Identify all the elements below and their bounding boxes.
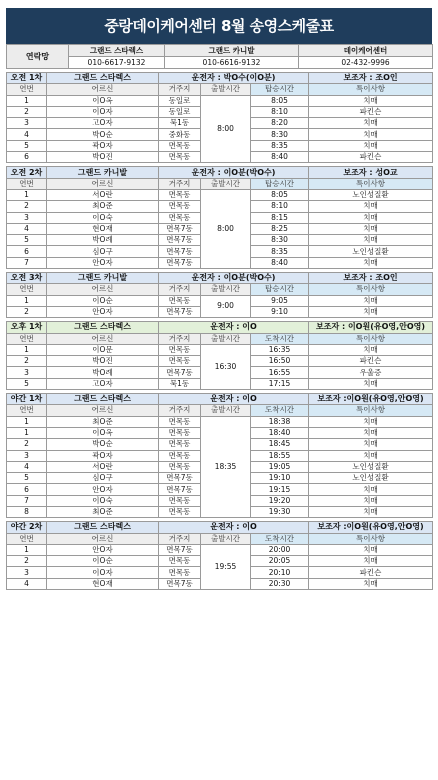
special-note: 파킨슨 xyxy=(309,567,433,578)
column-header: 특이사항 xyxy=(309,533,433,544)
row-number: 4 xyxy=(7,223,47,234)
special-note: 치매 xyxy=(309,295,433,306)
senior-name: 곽O자 xyxy=(47,450,159,461)
contact-name: 그랜드 카니발 xyxy=(165,45,299,57)
boarding-time: 19:30 xyxy=(251,506,309,517)
row-number: 2 xyxy=(7,439,47,450)
senior-name: 안O자 xyxy=(47,257,159,268)
boarding-time: 8:35 xyxy=(251,246,309,257)
column-header: 연번 xyxy=(7,284,47,295)
row-number: 2 xyxy=(7,106,47,117)
row-number: 6 xyxy=(7,246,47,257)
column-header: 도착시간 xyxy=(251,405,309,416)
residence: 면목7동 xyxy=(159,257,201,268)
boarding-time: 8:15 xyxy=(251,212,309,223)
section-driver: 운전자 : 이O분(박O수) xyxy=(159,167,309,178)
contact-table xyxy=(6,44,433,69)
boarding-time: 18:38 xyxy=(251,416,309,427)
column-header: 특이사항 xyxy=(309,178,433,189)
column-header: 출발시간 xyxy=(201,84,251,95)
residence: 동일로 xyxy=(159,106,201,117)
special-note: 치매 xyxy=(309,439,433,450)
residence: 면목동 xyxy=(159,495,201,506)
residence: 면목7동 xyxy=(159,223,201,234)
row-number: 3 xyxy=(7,567,47,578)
residence: 묵1동 xyxy=(159,118,201,129)
column-header: 연번 xyxy=(7,84,47,95)
schedule-section-table xyxy=(6,321,433,390)
table-row xyxy=(7,344,433,355)
residence: 면목동 xyxy=(159,152,201,163)
senior-name: 박O례 xyxy=(47,235,159,246)
section-driver: 운전자 : 이O분(박O수) xyxy=(159,273,309,284)
senior-name: 서O란 xyxy=(47,461,159,472)
departure-time: 19:55 xyxy=(201,544,251,589)
schedule-section-table xyxy=(6,272,433,318)
contact-phone-row xyxy=(7,57,433,69)
residence: 면목동 xyxy=(159,416,201,427)
senior-name: 이O문 xyxy=(47,344,159,355)
boarding-time: 8:10 xyxy=(251,106,309,117)
section-header-row xyxy=(7,273,433,284)
row-number: 1 xyxy=(7,427,47,438)
column-header: 연번 xyxy=(7,533,47,544)
departure-time: 16:30 xyxy=(201,344,251,389)
schedule-sections xyxy=(6,72,432,590)
row-number: 2 xyxy=(7,201,47,212)
boarding-time: 20:10 xyxy=(251,567,309,578)
boarding-time: 19:10 xyxy=(251,473,309,484)
column-header-row xyxy=(7,405,433,416)
contact-name: 데이케어센터 xyxy=(299,45,433,57)
column-header: 어르신 xyxy=(47,405,159,416)
row-number: 1 xyxy=(7,295,47,306)
column-header: 어르신 xyxy=(47,533,159,544)
boarding-time: 20:05 xyxy=(251,556,309,567)
special-note: 파킨슨 xyxy=(309,106,433,117)
section-label: 오전 2차 xyxy=(7,167,47,178)
section-vehicle: 그랜드 카니발 xyxy=(47,273,159,284)
column-header: 특이사항 xyxy=(309,84,433,95)
special-note: 치매 xyxy=(309,578,433,589)
column-header: 연번 xyxy=(7,178,47,189)
departure-time: 18:35 xyxy=(201,416,251,518)
boarding-time: 8:05 xyxy=(251,95,309,106)
boarding-time: 18:45 xyxy=(251,439,309,450)
column-header: 거주지 xyxy=(159,84,201,95)
residence: 면목동 xyxy=(159,140,201,151)
residence: 묵1동 xyxy=(159,378,201,389)
column-header-row xyxy=(7,284,433,295)
schedule-section-table xyxy=(6,393,433,518)
boarding-time: 9:10 xyxy=(251,306,309,317)
section-label: 오전 1차 xyxy=(7,73,47,84)
row-number: 1 xyxy=(7,344,47,355)
residence: 면목동 xyxy=(159,567,201,578)
column-header: 탑승시간 xyxy=(251,178,309,189)
section-label: 야간 1차 xyxy=(7,394,47,405)
senior-name: 서O란 xyxy=(47,189,159,200)
boarding-time: 8:25 xyxy=(251,223,309,234)
column-header: 도착시간 xyxy=(251,533,309,544)
section-driver: 운전자 : 이O xyxy=(159,522,309,533)
senior-name: 이O숙 xyxy=(47,495,159,506)
column-header: 출발시간 xyxy=(201,533,251,544)
section-label: 오후 1차 xyxy=(7,322,47,333)
senior-name: 심O구 xyxy=(47,473,159,484)
column-header: 거주지 xyxy=(159,533,201,544)
boarding-time: 16:55 xyxy=(251,367,309,378)
row-number: 1 xyxy=(7,189,47,200)
row-number: 3 xyxy=(7,212,47,223)
schedule-section-table xyxy=(6,521,433,590)
boarding-time: 20:00 xyxy=(251,544,309,555)
senior-name: 현O재 xyxy=(47,578,159,589)
residence: 면목동 xyxy=(159,427,201,438)
row-number: 6 xyxy=(7,152,47,163)
residence: 면목7동 xyxy=(159,473,201,484)
column-header-row xyxy=(7,84,433,95)
special-note: 치매 xyxy=(309,129,433,140)
senior-name: 최O준 xyxy=(47,201,159,212)
senior-name: 곽O자 xyxy=(47,140,159,151)
special-note: 치매 xyxy=(309,427,433,438)
residence: 면목7동 xyxy=(159,235,201,246)
column-header: 어르신 xyxy=(47,84,159,95)
senior-name: 최O준 xyxy=(47,416,159,427)
column-header: 출발시간 xyxy=(201,178,251,189)
section-driver: 운전자 : 이O xyxy=(159,322,309,333)
row-number: 1 xyxy=(7,95,47,106)
boarding-time: 8:05 xyxy=(251,189,309,200)
residence: 동일로 xyxy=(159,95,201,106)
row-number: 2 xyxy=(7,556,47,567)
boarding-time: 17:15 xyxy=(251,378,309,389)
senior-name: 박O순 xyxy=(47,439,159,450)
column-header: 거주지 xyxy=(159,333,201,344)
table-row xyxy=(7,95,433,106)
row-number: 1 xyxy=(7,416,47,427)
table-row xyxy=(7,295,433,306)
residence: 면목동 xyxy=(159,556,201,567)
senior-name: 안O자 xyxy=(47,544,159,555)
senior-name: 박O진 xyxy=(47,152,159,163)
column-header-row xyxy=(7,533,433,544)
boarding-time: 9:05 xyxy=(251,295,309,306)
special-note: 치매 xyxy=(309,118,433,129)
boarding-time: 16:35 xyxy=(251,344,309,355)
residence: 면목7동 xyxy=(159,544,201,555)
residence: 면목동 xyxy=(159,461,201,472)
column-header: 거주지 xyxy=(159,284,201,295)
section-header-row xyxy=(7,394,433,405)
residence: 중화동 xyxy=(159,129,201,140)
section-header-row xyxy=(7,73,433,84)
senior-name: 고O자 xyxy=(47,118,159,129)
special-note: 파킨슨 xyxy=(309,356,433,367)
row-number: 7 xyxy=(7,495,47,506)
column-header-row xyxy=(7,178,433,189)
contact-phone: 02-432-9996 xyxy=(299,57,433,69)
column-header: 탑승시간 xyxy=(251,84,309,95)
boarding-time: 8:30 xyxy=(251,235,309,246)
special-note: 치매 xyxy=(309,306,433,317)
column-header: 도착시간 xyxy=(251,333,309,344)
column-header: 출발시간 xyxy=(201,405,251,416)
row-number: 2 xyxy=(7,356,47,367)
contact-phone: 010-6617-9132 xyxy=(69,57,165,69)
special-note: 치매 xyxy=(309,495,433,506)
row-number: 3 xyxy=(7,367,47,378)
row-number: 5 xyxy=(7,473,47,484)
residence: 면목동 xyxy=(159,506,201,517)
section-header-row xyxy=(7,322,433,333)
section-helper: 보조자 : 성O교 xyxy=(309,167,433,178)
row-number: 6 xyxy=(7,484,47,495)
row-number: 3 xyxy=(7,118,47,129)
special-note: 치매 xyxy=(309,450,433,461)
special-note: 치매 xyxy=(309,506,433,517)
senior-name: 심O구 xyxy=(47,246,159,257)
special-note: 노인성질환 xyxy=(309,189,433,200)
senior-name: 고O자 xyxy=(47,378,159,389)
special-note: 치매 xyxy=(309,344,433,355)
column-header-row xyxy=(7,333,433,344)
column-header: 연번 xyxy=(7,333,47,344)
column-header: 특이사항 xyxy=(309,284,433,295)
contact-header-row xyxy=(7,45,433,57)
departure-time: 8:00 xyxy=(201,95,251,163)
boarding-time: 16:50 xyxy=(251,356,309,367)
section-helper: 보조자 :이O원(유O영,안O영) xyxy=(309,522,433,533)
senior-name: 최O준 xyxy=(47,506,159,517)
row-number: 4 xyxy=(7,129,47,140)
row-number: 5 xyxy=(7,235,47,246)
section-label: 야간 2차 xyxy=(7,522,47,533)
section-vehicle: 그랜드 스타렉스 xyxy=(47,73,159,84)
row-number: 3 xyxy=(7,450,47,461)
special-note: 치매 xyxy=(309,95,433,106)
special-note: 치매 xyxy=(309,140,433,151)
senior-name: 박O례 xyxy=(47,367,159,378)
senior-name: 현O재 xyxy=(47,223,159,234)
residence: 면목동 xyxy=(159,344,201,355)
residence: 면목7동 xyxy=(159,306,201,317)
section-label: 오전 3차 xyxy=(7,273,47,284)
boarding-time: 8:35 xyxy=(251,140,309,151)
residence: 면목7동 xyxy=(159,578,201,589)
section-vehicle: 그랜드 카니발 xyxy=(47,167,159,178)
contact-phone: 010-6616-9132 xyxy=(165,57,299,69)
residence: 면목7동 xyxy=(159,484,201,495)
special-note: 치매 xyxy=(309,223,433,234)
section-header-row xyxy=(7,522,433,533)
boarding-time: 8:40 xyxy=(251,257,309,268)
senior-name: 이O옥 xyxy=(47,427,159,438)
boarding-time: 8:20 xyxy=(251,118,309,129)
residence: 면목동 xyxy=(159,439,201,450)
senior-name: 박O진 xyxy=(47,356,159,367)
page-title: 중랑데이케어센터 8월 송영스케줄표 xyxy=(6,8,432,44)
special-note: 치매 xyxy=(309,544,433,555)
special-note: 치매 xyxy=(309,378,433,389)
row-number: 1 xyxy=(7,544,47,555)
residence: 면목7동 xyxy=(159,367,201,378)
section-helper: 보조자 :이O원(유O영,안O영) xyxy=(309,394,433,405)
section-vehicle: 그랜드 스타렉스 xyxy=(47,394,159,405)
column-header: 특이사항 xyxy=(309,333,433,344)
row-number: 7 xyxy=(7,257,47,268)
residence: 면목동 xyxy=(159,295,201,306)
special-note: 치매 xyxy=(309,556,433,567)
row-number: 5 xyxy=(7,378,47,389)
section-vehicle: 그랜드 스타렉스 xyxy=(47,322,159,333)
senior-name: 안O자 xyxy=(47,306,159,317)
residence: 면목동 xyxy=(159,201,201,212)
column-header: 출발시간 xyxy=(201,333,251,344)
schedule-section-table xyxy=(6,72,433,163)
boarding-time: 18:55 xyxy=(251,450,309,461)
senior-name: 이O숙 xyxy=(47,212,159,223)
boarding-time: 19:20 xyxy=(251,495,309,506)
special-note: 노인성질환 xyxy=(309,246,433,257)
residence: 면목동 xyxy=(159,189,201,200)
special-note: 치매 xyxy=(309,484,433,495)
schedule-document xyxy=(6,8,432,590)
boarding-time: 19:15 xyxy=(251,484,309,495)
senior-name: 이O자 xyxy=(47,567,159,578)
row-number: 8 xyxy=(7,506,47,517)
senior-name: 이O순 xyxy=(47,556,159,567)
boarding-time: 20:30 xyxy=(251,578,309,589)
special-note: 노인성질환 xyxy=(309,473,433,484)
special-note: 치매 xyxy=(309,201,433,212)
column-header: 연번 xyxy=(7,405,47,416)
senior-name: 이O자 xyxy=(47,106,159,117)
residence: 면목동 xyxy=(159,212,201,223)
special-note: 치매 xyxy=(309,416,433,427)
special-note: 치매 xyxy=(309,257,433,268)
departure-time: 9:00 xyxy=(201,295,251,318)
special-note: 우울증 xyxy=(309,367,433,378)
boarding-time: 18:40 xyxy=(251,427,309,438)
column-header: 특이사항 xyxy=(309,405,433,416)
boarding-time: 8:30 xyxy=(251,129,309,140)
special-note: 치매 xyxy=(309,235,433,246)
row-number: 4 xyxy=(7,461,47,472)
contact-label: 연락망 xyxy=(7,45,69,69)
departure-time: 8:00 xyxy=(201,189,251,268)
boarding-time: 8:10 xyxy=(251,201,309,212)
column-header: 어르신 xyxy=(47,284,159,295)
special-note: 치매 xyxy=(309,212,433,223)
senior-name: 이O옥 xyxy=(47,95,159,106)
table-row xyxy=(7,544,433,555)
residence: 면목동 xyxy=(159,356,201,367)
boarding-time: 19:05 xyxy=(251,461,309,472)
column-header: 어르신 xyxy=(47,333,159,344)
senior-name: 이O순 xyxy=(47,295,159,306)
section-driver: 운전자 : 이O xyxy=(159,394,309,405)
row-number: 5 xyxy=(7,140,47,151)
section-helper: 보조자 : 조O인 xyxy=(309,73,433,84)
senior-name: 박O순 xyxy=(47,129,159,140)
special-note: 파킨슨 xyxy=(309,152,433,163)
section-vehicle: 그랜드 스타렉스 xyxy=(47,522,159,533)
residence: 면목7동 xyxy=(159,246,201,257)
section-driver: 운전자 : 박O수(이O분) xyxy=(159,73,309,84)
column-header: 거주지 xyxy=(159,178,201,189)
table-row xyxy=(7,416,433,427)
special-note: 노인성질환 xyxy=(309,461,433,472)
section-header-row xyxy=(7,167,433,178)
column-header: 출발시간 xyxy=(201,284,251,295)
row-number: 4 xyxy=(7,578,47,589)
section-helper: 보조자 : 이O원(유O영,안O영) xyxy=(309,322,433,333)
row-number: 2 xyxy=(7,306,47,317)
column-header: 어르신 xyxy=(47,178,159,189)
column-header: 거주지 xyxy=(159,405,201,416)
table-row xyxy=(7,189,433,200)
boarding-time: 8:40 xyxy=(251,152,309,163)
schedule-section-table xyxy=(6,166,433,269)
section-helper: 보조자 : 조O인 xyxy=(309,273,433,284)
contact-name: 그랜드 스타렉스 xyxy=(69,45,165,57)
column-header: 탑승시간 xyxy=(251,284,309,295)
senior-name: 안O자 xyxy=(47,484,159,495)
residence: 면목동 xyxy=(159,450,201,461)
